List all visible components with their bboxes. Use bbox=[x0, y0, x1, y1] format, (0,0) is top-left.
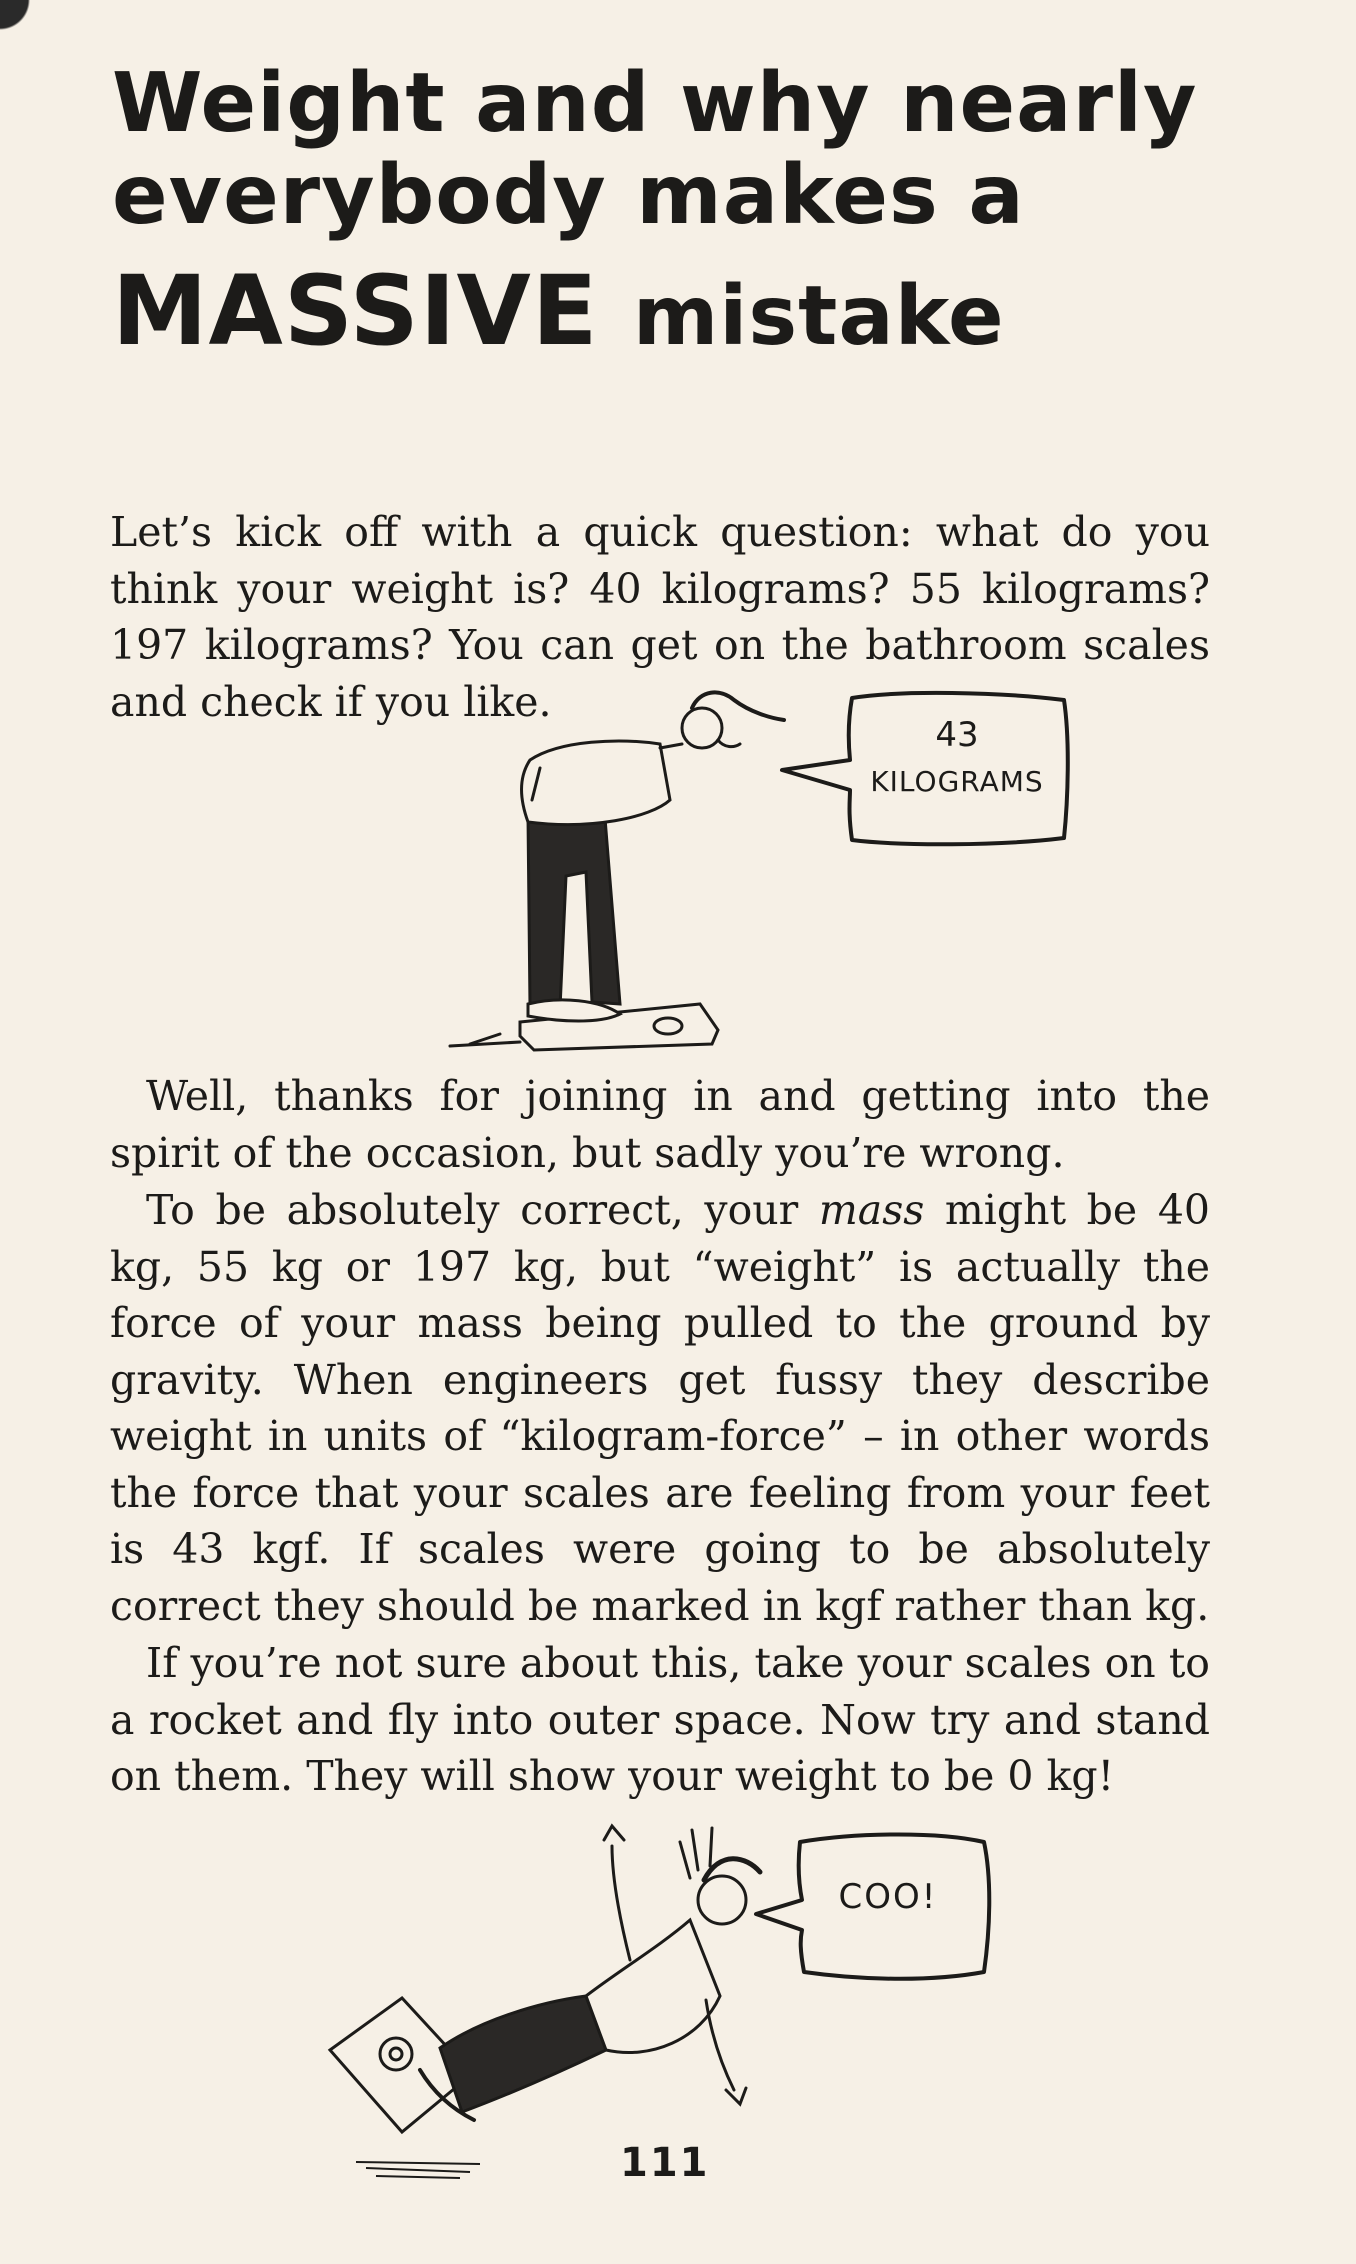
title-massive: MASSIVE bbox=[112, 254, 599, 367]
footer-ornament bbox=[356, 2162, 480, 2178]
title-line-1: Weight and why nearly bbox=[112, 56, 1198, 151]
paragraph-outer-space bbox=[110, 1635, 1210, 1805]
floating-man-illustration bbox=[330, 1826, 760, 2132]
paragraph-intro: Let’s kick off with a quick question: what do you think your weight is? 40 kilograms? 55 kilograms? 197 kilograms? You can get on the bathroom scales and check if you like. bbox=[110, 508, 1210, 726]
p3-after: might be 40 kg, 55 kg or 197 kg, but “weight” is actually the force of your mass being pulled to the ground by gravity. When engineers get fussy they describe weight in units of “kilogram-force” – in other words the force that your scales are feeling from your feet is 43 kgf. If scales were going to be absolutely correct they should be marked in kgf rather than kg. bbox=[110, 1186, 1210, 1630]
bubble-unit: KILOGRAMS bbox=[870, 765, 1044, 798]
speech-bubble-kilograms bbox=[846, 693, 1068, 843]
title-line-2: everybody makes a bbox=[112, 147, 1025, 243]
bubble-coo-text: COO! bbox=[838, 1877, 938, 1917]
title-mistake: mistake bbox=[632, 268, 1005, 364]
p3-emphasis-mass: mass bbox=[818, 1186, 925, 1234]
bubble-number: 43 bbox=[935, 715, 979, 755]
paragraph-wrong bbox=[110, 1068, 1210, 1181]
man-on-scales-illustration bbox=[450, 692, 784, 1050]
paragraph-mass-vs-weight bbox=[110, 1182, 1210, 1634]
paragraph-wrong-text: Well, thanks for joining in and getting into the spirit of the occasion, but sadly you’re wrong. bbox=[110, 1072, 1210, 1177]
p3-before: To be absolutely correct, your bbox=[146, 1186, 819, 1234]
paragraph-outer-space-text: If you’re not sure about this, take your scales on to a rocket and fly into outer space. Now try and stand on them. They will show your weight to be 0 kg! bbox=[110, 1639, 1210, 1800]
speech-bubble-coo bbox=[788, 1835, 988, 1975]
page-number: 111 bbox=[620, 2140, 710, 2186]
